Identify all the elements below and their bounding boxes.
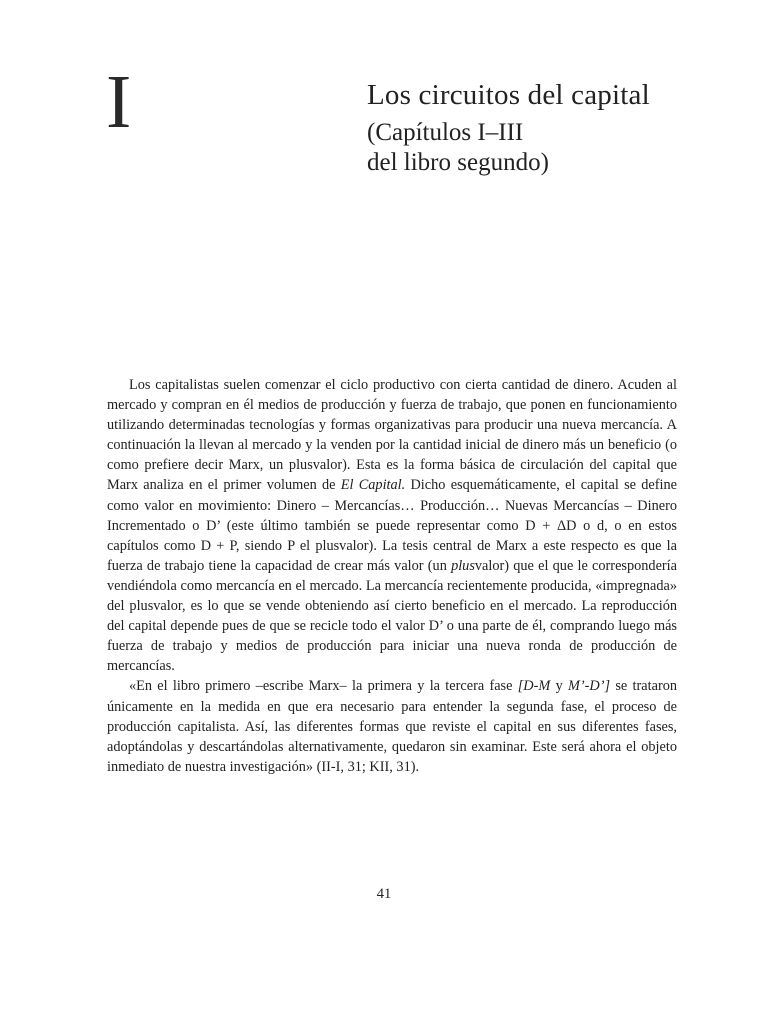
book-title-emphasis: El Capital. bbox=[340, 477, 406, 494]
formula-emphasis: [D-M bbox=[517, 678, 551, 695]
formula-emphasis: M’-D’] bbox=[568, 678, 611, 695]
text-run: «En el libro primero –escribe Marx– la primera y la tercera fase bbox=[129, 678, 518, 695]
paragraph bbox=[107, 676, 677, 776]
paragraph bbox=[107, 375, 677, 676]
term-emphasis: plus bbox=[451, 557, 475, 574]
chapter-subtitle bbox=[367, 118, 707, 178]
chapter-heading bbox=[367, 78, 707, 178]
text-run: se trataron únicamente en la medida en que era necesario para entender la segunda fase, el proceso de producción capitalista. Así, las diferentes formas que reviste el capital en sus diferentes fases, adoptándolas y descartándolas alternativamente, quedaron sin examinar. Este será ahora el objeto inmediato de nuestra investigación» (II-I, 31; KII, 31). bbox=[107, 678, 677, 775]
body-text bbox=[107, 375, 677, 777]
page-number: 41 bbox=[376, 886, 392, 902]
text-run: Dicho esquemáticamente, el capital se define como valor en movimiento: Dinero – Mercancías… Producción… Nuevas Mercancías – Dinero Incrementado o D’ (este último también se puede representar como D + ΔD o d, o en estos capítulos como D + P, siendo P el plusvalor). La tesis central de Marx a este respecto es que la fuerza de trabajo tiene la capacidad de crear más valor (un bbox=[107, 477, 677, 574]
chapter-subtitle-line-1: (Capítulos I–III bbox=[367, 119, 524, 146]
chapter-numeral: I bbox=[106, 60, 132, 144]
text-run: y bbox=[550, 678, 568, 695]
text-run: valor) que el que le correspondería vendiéndola como mercancía en el mercado. La mercancía recientemente producida, «impregnada» del plusvalor, es lo que se vende obteniendo así cierto beneficio en el mercado. La reproducción del capital depende pues de que se recicle todo el valor D’ o una parte de él, comprando luego más fuerza de trabajo y medios de producción para iniciar una nueva ronda de producción de mercancías. bbox=[107, 557, 677, 675]
chapter-subtitle-line-2: del libro segundo) bbox=[367, 149, 549, 176]
text-run: Los capitalistas suelen comenzar el ciclo productivo con cierta cantidad de dinero. Acuden al mercado y compran en él medios de producción y fuerza de trabajo, que ponen en funcionamiento utilizando determinadas tecnologías y formas organizativas para producir una nueva mercancía. A continuación la llevan al mercado y la venden por la cantidad inicial de dinero más un beneficio (o como prefiere decir Marx, un plusvalor). Esta es la forma básica de circulación del capital que Marx analiza en el primer volumen de bbox=[107, 377, 677, 494]
chapter-title: Los circuitos del capital bbox=[367, 79, 650, 111]
